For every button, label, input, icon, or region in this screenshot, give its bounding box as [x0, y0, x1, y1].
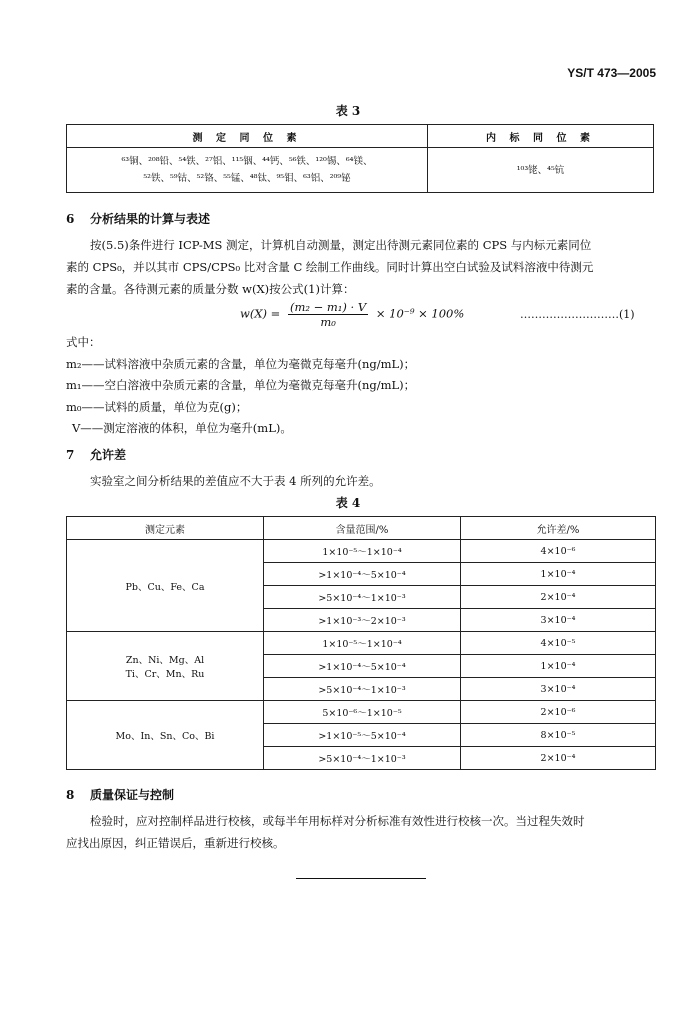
section8-number: 8 — [66, 788, 75, 802]
tolerance-cell: 3×10⁻⁴ — [461, 609, 656, 632]
section6-para-line1: 按(5.5)条件进行 ICP-MS 测定，计算机自动测量，测定出待测元素同位素的 CPS 与内标元素同位 — [90, 238, 592, 252]
tolerance-cell: 1×10⁻⁴ — [461, 655, 656, 678]
group2-elements-line1: Zn、Ni、Mg、Al — [125, 655, 205, 666]
section6-number: 6 — [66, 212, 75, 226]
range-cell: 1×10⁻⁵～1×10⁻⁴ — [264, 632, 461, 655]
table3-measured-isotopes — [67, 148, 428, 193]
section7-paragraph: 实验室之间分析结果的差值应不大于表 4 所列的允许差。 — [90, 474, 381, 488]
group1-elements: Pb、Cu、Fe、Ca — [67, 540, 264, 632]
formula-tail: × 10⁻⁹ × 100% — [375, 306, 465, 321]
section8-paragraph — [66, 810, 656, 854]
section6-title: 分析结果的计算与表述 — [90, 212, 211, 226]
group3-elements: Mo、In、Sn、Co、Bi — [67, 701, 264, 770]
section8-title: 质量保证与控制 — [90, 788, 175, 802]
table3-isotopes-line1: ⁶³铜、²⁰⁸铅、⁵⁴铁、²⁷铝、¹¹⁵铟、⁴⁴钙、⁵⁶铁、¹²⁰锡、⁶⁴镁、 — [121, 156, 373, 167]
section6-para-line2: 素的 CPS₀，并以其市 CPS/CPS₀ 比对含量 C 绘制工作曲线。同时计算出空白试验及试料溶液中待测元 — [66, 260, 594, 274]
table3-col2-header: 内 标 同 位 素 — [428, 125, 654, 148]
section7-number: 7 — [66, 448, 75, 462]
table4-title: 表 4 — [335, 496, 361, 510]
tolerance-cell: 2×10⁻⁴ — [461, 586, 656, 609]
tolerance-cell: 1×10⁻⁴ — [461, 563, 656, 586]
range-cell: >1×10⁻⁵～5×10⁻⁴ — [264, 724, 461, 747]
range-cell: 1×10⁻⁵～1×10⁻⁴ — [264, 540, 461, 563]
tolerance-cell: 3×10⁻⁴ — [461, 678, 656, 701]
section8-para-line1: 检验时，应对控制样品进行校核，或每半年用标样对分析标准有效性进行校核一次。当过程失效时 — [90, 814, 585, 828]
section6-para-line3: 素的含量。各待测元素的质量分数 w(X)按公式(1)计算： — [66, 282, 355, 296]
section6-heading — [66, 210, 210, 227]
standard-code: YS/T 473—2005 — [567, 66, 656, 80]
table-row — [67, 540, 656, 563]
table4-header-range: 含量范围/% — [264, 517, 461, 540]
table-row — [67, 701, 656, 724]
range-cell: >5×10⁻⁴～1×10⁻³ — [264, 747, 461, 770]
range-cell: >1×10⁻³～2×10⁻³ — [264, 609, 461, 632]
table3-internal-standards: ¹⁰³铑、⁴⁵钪 — [428, 148, 654, 193]
tolerance-cell: 2×10⁻⁴ — [461, 747, 656, 770]
table3 — [66, 124, 654, 193]
def-m0: m₀——试料的质量，单位为克(g)； — [66, 399, 248, 414]
tolerance-cell: 4×10⁻⁶ — [461, 540, 656, 563]
table4-header-element: 测定元素 — [67, 517, 264, 540]
group2-elements — [67, 632, 264, 701]
equation-number: ………………………(1) — [520, 308, 635, 321]
table3-isotopes-line2: ⁵²铁、⁵⁹钴、⁵²铬、⁵⁵锰、⁴⁸钛、⁹⁵钼、⁶³铝、²⁰⁹铋 — [143, 173, 351, 184]
section8-heading — [66, 786, 174, 803]
def-m2: m₂——试料溶液中杂质元素的含量，单位为毫微克每毫升(ng/mL)； — [66, 356, 416, 371]
where-label: 式中： — [66, 335, 101, 349]
section7-heading — [66, 446, 126, 463]
table-row — [67, 632, 656, 655]
formula-lhs: w(X) = — [240, 306, 281, 321]
tolerance-cell: 2×10⁻⁶ — [461, 701, 656, 724]
tolerance-cell: 4×10⁻⁵ — [461, 632, 656, 655]
table4 — [66, 516, 656, 770]
formula-denominator: m₀ — [320, 315, 336, 329]
range-cell: 5×10⁻⁶～1×10⁻⁵ — [264, 701, 461, 724]
def-m1: m₁——空白溶液中杂质元素的含量，单位为毫微克每毫升(ng/mL)； — [66, 378, 416, 392]
def-v: V——测定溶液的体积，单位为毫升(mL)。 — [72, 421, 292, 435]
range-cell: >5×10⁻⁴～1×10⁻³ — [264, 678, 461, 701]
range-cell: >1×10⁻⁴～5×10⁻⁴ — [264, 655, 461, 678]
tolerance-cell: 8×10⁻⁵ — [461, 724, 656, 747]
table4-header-tolerance: 允许差/% — [461, 517, 656, 540]
variable-definitions — [66, 332, 415, 440]
table3-title: 表 3 — [335, 104, 361, 118]
table3-col1-header: 测 定 同 位 素 — [67, 125, 428, 148]
range-cell: >5×10⁻⁴～1×10⁻³ — [264, 586, 461, 609]
end-rule — [296, 878, 426, 879]
formula-1 — [240, 300, 464, 329]
section6-paragraph — [66, 234, 656, 300]
formula-numerator: (m₂ − m₁) · V — [289, 300, 367, 314]
section8-para-line2: 应找出原因，纠正错误后，重新进行校核。 — [66, 836, 285, 850]
formula-fraction — [288, 300, 368, 329]
group2-elements-line2: Ti、Cr、Mn、Ru — [125, 669, 205, 680]
range-cell: >1×10⁻⁴～5×10⁻⁴ — [264, 563, 461, 586]
section7-title: 允许差 — [90, 448, 127, 462]
